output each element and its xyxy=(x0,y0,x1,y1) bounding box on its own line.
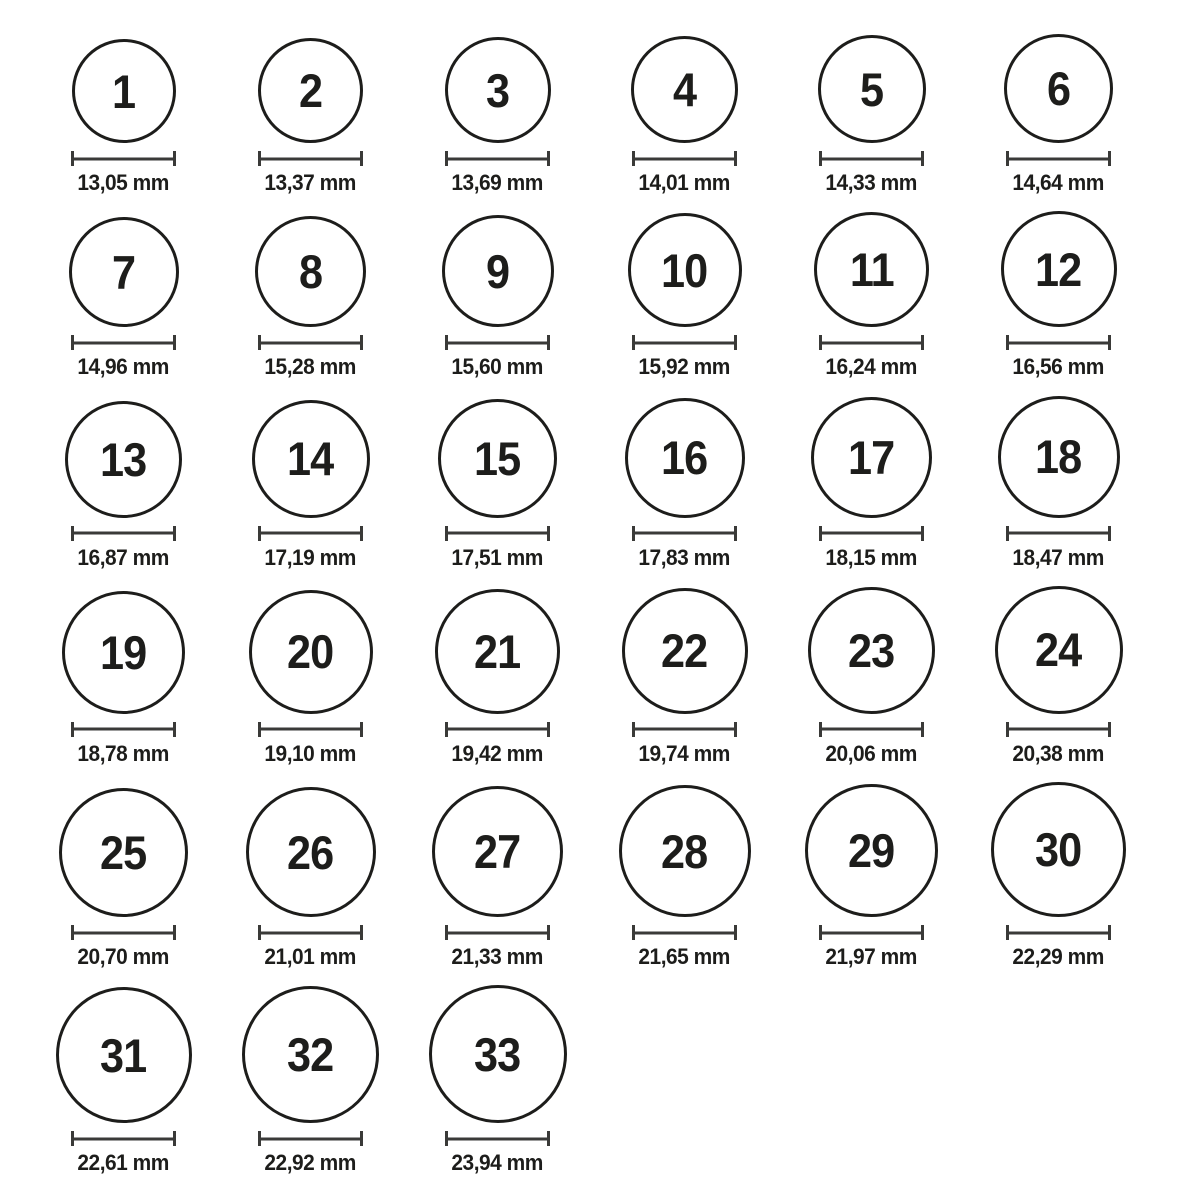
ring-size-item xyxy=(778,211,965,379)
diameter-label: 15,60 mm xyxy=(451,354,544,380)
diameter-label: 14,33 mm xyxy=(825,170,918,195)
ring-size-number: 9 xyxy=(485,244,510,298)
ring-size-number: 21 xyxy=(474,624,521,678)
ring-size-number: 14 xyxy=(287,432,334,486)
ring-size-item xyxy=(591,34,778,195)
ring-circle xyxy=(628,213,742,327)
diameter-label: 22,92 mm xyxy=(264,1150,357,1176)
diameter-label: 13,37 mm xyxy=(264,170,357,195)
ring-size-item xyxy=(404,985,591,1175)
ring-size-number: 6 xyxy=(1046,62,1071,115)
diameter-label: 20,38 mm xyxy=(1012,740,1105,766)
ring-size-item xyxy=(30,782,217,969)
ring-size-number: 20 xyxy=(287,625,334,679)
diameter-gauge-line xyxy=(1006,925,1111,940)
diameter-label: 13,05 mm xyxy=(77,170,170,195)
ring-circle xyxy=(1004,34,1113,143)
ring-size-item xyxy=(778,782,965,969)
diameter-gauge-line xyxy=(71,722,176,737)
ring-circle xyxy=(619,785,751,917)
ring-circle xyxy=(998,396,1120,518)
diameter-label: 13,69 mm xyxy=(451,170,544,195)
ring-circle xyxy=(811,397,932,518)
ring-size-item xyxy=(217,396,404,570)
ring-circle xyxy=(255,216,366,327)
ring-size-number: 24 xyxy=(1035,623,1082,677)
diameter-gauge-line xyxy=(258,925,363,940)
diameter-gauge-line xyxy=(445,722,550,737)
diameter-label: 18,78 mm xyxy=(77,740,170,766)
ring-circle xyxy=(808,587,935,714)
ring-circle xyxy=(258,38,363,143)
ring-circle xyxy=(72,39,176,143)
ring-size-number: 13 xyxy=(100,432,147,486)
diameter-label: 21,65 mm xyxy=(638,944,731,970)
ring-size-number: 3 xyxy=(485,63,510,117)
diameter-gauge-line xyxy=(445,526,550,541)
ring-size-item xyxy=(404,396,591,570)
diameter-gauge-line xyxy=(258,526,363,541)
ring-size-number: 18 xyxy=(1035,430,1082,484)
diameter-label: 22,61 mm xyxy=(77,1150,170,1176)
ring-size-item xyxy=(965,396,1152,570)
diameter-gauge-line xyxy=(819,151,924,166)
ring-size-number: 17 xyxy=(848,430,895,484)
ring-circle xyxy=(818,35,926,143)
diameter-gauge-line xyxy=(445,335,550,350)
diameter-label: 17,19 mm xyxy=(264,544,357,570)
diameter-label: 21,97 mm xyxy=(825,944,918,970)
diameter-label: 18,15 mm xyxy=(825,544,918,570)
diameter-label: 14,01 mm xyxy=(638,170,731,195)
diameter-gauge-line xyxy=(819,925,924,940)
ring-size-item xyxy=(404,782,591,969)
ring-size-item xyxy=(30,211,217,379)
diameter-gauge-line xyxy=(445,925,550,940)
ring-size-number: 22 xyxy=(661,624,708,678)
diameter-label: 20,06 mm xyxy=(825,740,918,766)
ring-size-item xyxy=(30,396,217,570)
ring-size-number: 11 xyxy=(849,243,894,297)
ring-circle xyxy=(69,217,179,327)
diameter-gauge-line xyxy=(71,151,176,166)
ring-size-item xyxy=(217,211,404,379)
ring-size-number: 2 xyxy=(298,64,323,117)
ring-circle xyxy=(59,788,188,917)
ring-circle xyxy=(991,782,1126,917)
ring-size-number: 16 xyxy=(661,431,708,485)
ring-size-number: 29 xyxy=(848,824,895,878)
diameter-label: 16,24 mm xyxy=(825,354,918,380)
ring-size-item xyxy=(217,34,404,195)
diameter-gauge-line xyxy=(819,526,924,541)
ring-circle xyxy=(246,787,376,917)
ring-circle xyxy=(625,398,745,518)
ring-circle xyxy=(252,400,370,518)
ring-size-number: 19 xyxy=(100,625,147,679)
diameter-label: 19,74 mm xyxy=(638,740,731,766)
diameter-gauge-line xyxy=(819,722,924,737)
diameter-label: 15,92 mm xyxy=(638,354,731,380)
diameter-gauge-line xyxy=(819,335,924,350)
diameter-gauge-line xyxy=(258,151,363,166)
ring-size-item xyxy=(217,985,404,1175)
diameter-gauge-line xyxy=(632,925,737,940)
diameter-label: 16,56 mm xyxy=(1012,354,1105,380)
diameter-gauge-line xyxy=(258,722,363,737)
diameter-label: 17,51 mm xyxy=(451,544,544,570)
ring-circle xyxy=(814,212,929,327)
diameter-label: 22,29 mm xyxy=(1012,944,1105,970)
diameter-gauge-line xyxy=(258,1131,363,1146)
ring-size-item xyxy=(404,586,591,766)
ring-circle xyxy=(622,588,748,714)
ring-size-item xyxy=(778,34,965,195)
diameter-gauge-line xyxy=(71,925,176,940)
ring-size-item xyxy=(404,34,591,195)
diameter-label: 21,33 mm xyxy=(451,944,544,970)
ring-size-item xyxy=(778,396,965,570)
ring-circle xyxy=(995,586,1123,714)
ring-size-number: 23 xyxy=(848,623,895,677)
ring-circle xyxy=(62,591,185,714)
diameter-gauge-line xyxy=(632,526,737,541)
ring-size-item xyxy=(591,211,778,379)
ring-circle xyxy=(242,986,379,1123)
ring-size-item xyxy=(30,985,217,1175)
ring-size-item xyxy=(217,586,404,766)
diameter-label: 17,83 mm xyxy=(638,544,731,570)
diameter-label: 14,96 mm xyxy=(77,354,170,380)
diameter-label: 19,10 mm xyxy=(264,740,357,766)
ring-circle xyxy=(65,401,182,518)
diameter-label: 20,70 mm xyxy=(77,944,170,970)
ring-size-item xyxy=(591,586,778,766)
diameter-label: 23,94 mm xyxy=(451,1150,544,1176)
diameter-label: 18,47 mm xyxy=(1012,544,1105,570)
ring-size-number: 8 xyxy=(298,245,323,299)
ring-size-number: 30 xyxy=(1035,823,1082,877)
diameter-gauge-line xyxy=(632,335,737,350)
ring-circle xyxy=(438,399,557,518)
ring-circle xyxy=(435,589,560,714)
diameter-gauge-line xyxy=(1006,335,1111,350)
ring-circle xyxy=(1001,211,1117,327)
ring-size-number: 25 xyxy=(100,826,147,880)
ring-size-number: 28 xyxy=(661,824,708,878)
ring-circle xyxy=(445,37,551,143)
ring-size-number: 1 xyxy=(111,64,136,118)
ring-size-item xyxy=(217,782,404,969)
ring-size-item xyxy=(965,34,1152,195)
diameter-gauge-line xyxy=(632,151,737,166)
diameter-gauge-line xyxy=(445,151,550,166)
diameter-gauge-line xyxy=(71,1131,176,1146)
ring-size-number: 4 xyxy=(672,63,697,116)
ring-size-number: 32 xyxy=(287,1028,334,1082)
ring-size-number: 26 xyxy=(287,825,334,879)
ring-circle xyxy=(442,215,554,327)
diameter-gauge-line xyxy=(1006,526,1111,541)
ring-circle xyxy=(429,985,567,1123)
ring-circle xyxy=(249,590,373,714)
ring-size-number: 31 xyxy=(100,1028,147,1082)
diameter-label: 16,87 mm xyxy=(77,544,170,570)
ring-size-item xyxy=(591,782,778,969)
ring-circle xyxy=(432,786,563,917)
diameter-gauge-line xyxy=(258,335,363,350)
ring-size-number: 7 xyxy=(111,245,136,299)
ring-size-number: 15 xyxy=(474,431,521,485)
diameter-gauge-line xyxy=(1006,151,1111,166)
ring-circle xyxy=(631,36,738,143)
ring-size-number: 33 xyxy=(474,1027,521,1081)
diameter-gauge-line xyxy=(71,335,176,350)
ring-size-number: 10 xyxy=(661,243,708,297)
ring-size-item xyxy=(965,586,1152,766)
ring-size-item xyxy=(965,211,1152,379)
ring-size-item xyxy=(591,396,778,570)
ring-size-item xyxy=(965,782,1152,969)
ring-size-number: 12 xyxy=(1035,242,1082,296)
ring-circle xyxy=(805,784,938,917)
ring-size-item xyxy=(778,586,965,766)
ring-circle xyxy=(56,987,192,1123)
diameter-label: 21,01 mm xyxy=(264,944,357,970)
diameter-label: 19,42 mm xyxy=(451,740,544,766)
diameter-label: 14,64 mm xyxy=(1012,170,1105,195)
diameter-label: 15,28 mm xyxy=(264,354,357,380)
diameter-gauge-line xyxy=(1006,722,1111,737)
diameter-gauge-line xyxy=(632,722,737,737)
ring-size-number: 27 xyxy=(474,825,521,879)
ring-size-number: 5 xyxy=(859,62,884,116)
ring-size-item xyxy=(404,211,591,379)
diameter-gauge-line xyxy=(445,1131,550,1146)
ring-size-item xyxy=(30,586,217,766)
diameter-gauge-line xyxy=(71,526,176,541)
ring-size-item xyxy=(30,34,217,195)
